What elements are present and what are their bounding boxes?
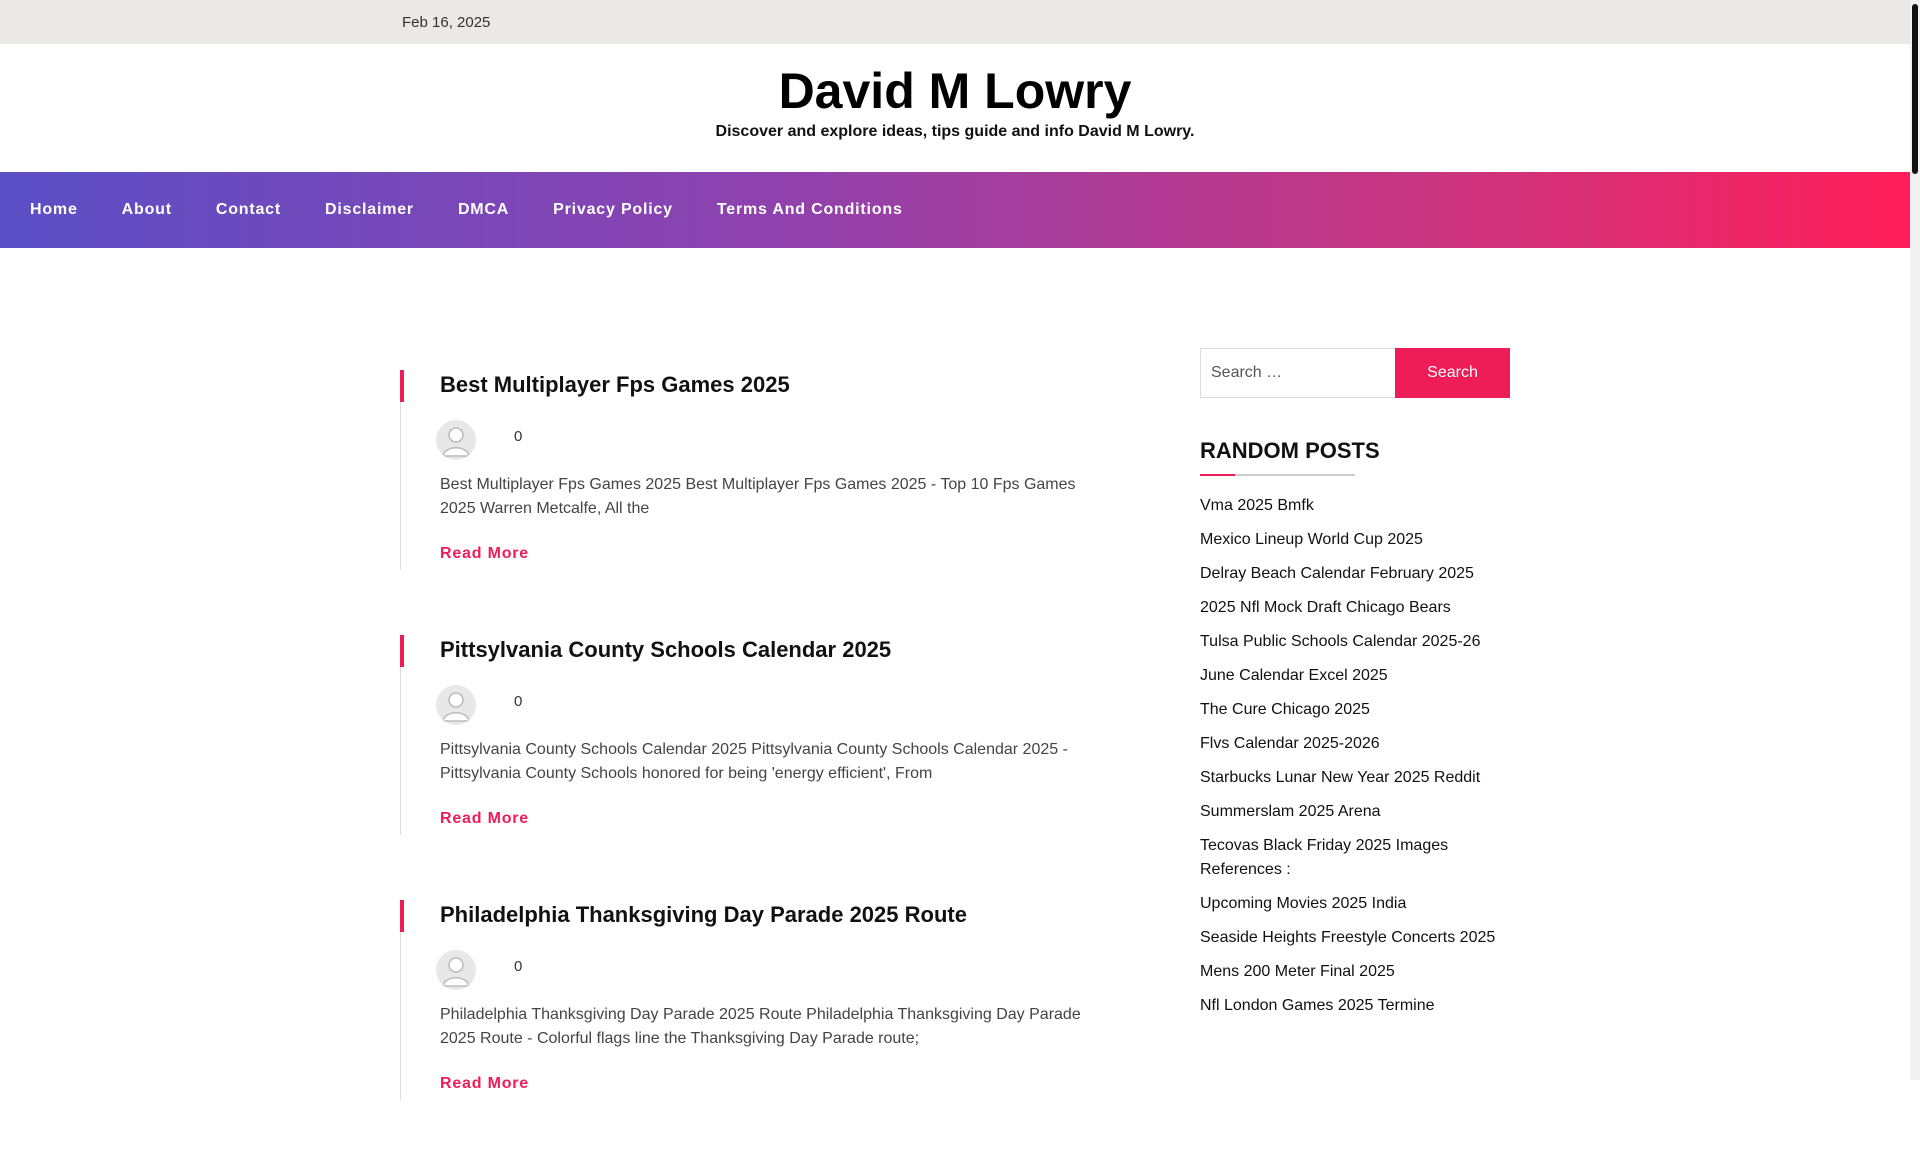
author-avatar-icon[interactable] — [436, 420, 476, 460]
post-title[interactable]: Best Multiplayer Fps Games 2025 — [440, 372, 790, 397]
nav-item-terms[interactable]: Terms And Conditions — [716, 201, 903, 218]
site-title[interactable]: David M Lowry — [778, 63, 1132, 119]
random-post-link[interactable]: Nfl London Games 2025 Termine — [1200, 997, 1435, 1014]
scrollbar-thumb[interactable] — [1912, 4, 1918, 174]
search-form — [1200, 348, 1510, 398]
random-posts-heading: RANDOM POSTS — [1200, 438, 1380, 463]
post-border — [400, 667, 401, 835]
post-accent-bar — [400, 635, 404, 667]
post-title[interactable]: Philadelphia Thanksgiving Day Parade 2025 Route — [440, 902, 967, 927]
nav-item-home[interactable]: Home — [30, 201, 78, 218]
author-avatar-icon[interactable] — [436, 950, 476, 990]
post-card — [400, 635, 1100, 900]
comment-count[interactable]: 0 — [514, 693, 523, 710]
search-input[interactable] — [1200, 348, 1395, 398]
nav-item-about[interactable]: About — [121, 201, 172, 218]
post-card — [400, 370, 1100, 635]
read-more-link[interactable]: Read More — [440, 810, 529, 827]
comment-count[interactable]: 0 — [514, 958, 523, 975]
post-excerpt: Pittsylvania County Schools Calendar 2025 Pittsylvania County Schools Calendar 2025 - Pittsylvania County Schools honored for being 'energy efficient', From — [440, 741, 1068, 782]
random-post-link[interactable]: Summerslam 2025 Arena — [1200, 803, 1381, 820]
random-post-link[interactable]: Starbucks Lunar New Year 2025 Reddit — [1200, 769, 1481, 786]
random-post-link[interactable]: 2025 Nfl Mock Draft Chicago Bears — [1200, 599, 1451, 616]
comment-count[interactable]: 0 — [514, 428, 523, 445]
post-border — [400, 402, 401, 570]
post-accent-bar — [400, 900, 404, 932]
post-excerpt: Best Multiplayer Fps Games 2025 Best Multiplayer Fps Games 2025 - Top 10 Fps Games 2025 Warren Metcalfe, All the — [440, 476, 1076, 517]
site-tagline: Discover and explore ideas, tips guide and info David M Lowry. — [715, 123, 1195, 140]
random-post-link[interactable]: Upcoming Movies 2025 India — [1200, 895, 1407, 912]
random-post-link[interactable]: Flvs Calendar 2025-2026 — [1200, 735, 1380, 752]
post-list — [400, 370, 1100, 1165]
random-post-link[interactable]: Tecovas Black Friday 2025 Images References : — [1200, 837, 1449, 878]
author-avatar-icon[interactable] — [436, 685, 476, 725]
post-title[interactable]: Pittsylvania County Schools Calendar 2025 — [440, 637, 892, 662]
site-header — [0, 44, 1910, 172]
nav-item-contact[interactable]: Contact — [215, 201, 282, 218]
post-excerpt: Philadelphia Thanksgiving Day Parade 2025 Route Philadelphia Thanksgiving Day Parade 2025 Route - Colorful flags line the Thanksgiving Day Parade route; — [440, 1006, 1081, 1047]
post-accent-bar — [400, 370, 404, 402]
nav-item-dmca[interactable]: DMCA — [457, 201, 510, 218]
random-post-link[interactable]: Vma 2025 Bmfk — [1200, 497, 1314, 514]
random-post-link[interactable]: Tulsa Public Schools Calendar 2025-26 — [1200, 633, 1481, 650]
nav-item-privacy-policy[interactable]: Privacy Policy — [553, 201, 673, 218]
random-post-link[interactable]: Mens 200 Meter Final 2025 — [1200, 963, 1395, 980]
random-post-link[interactable]: June Calendar Excel 2025 — [1200, 667, 1388, 684]
random-post-link[interactable]: Mexico Lineup World Cup 2025 — [1200, 531, 1423, 548]
sidebar — [1200, 348, 1510, 1028]
heading-underline — [1200, 474, 1355, 476]
nav-item-disclaimer[interactable]: Disclaimer — [325, 201, 414, 218]
read-more-link[interactable]: Read More — [440, 1075, 529, 1092]
vertical-scrollbar[interactable] — [1910, 0, 1920, 1080]
random-post-link[interactable]: Delray Beach Calendar February 2025 — [1200, 565, 1474, 582]
search-button[interactable]: Search — [1395, 348, 1510, 398]
random-post-link[interactable]: Seaside Heights Freestyle Concerts 2025 — [1200, 929, 1496, 946]
current-date: Feb 16, 2025 — [402, 14, 491, 31]
main-nav — [0, 172, 1910, 248]
top-bar — [0, 0, 1910, 44]
post-card — [400, 900, 1100, 1165]
random-posts-list — [1200, 494, 1510, 1018]
random-post-link[interactable]: The Cure Chicago 2025 — [1200, 701, 1370, 718]
read-more-link[interactable]: Read More — [440, 545, 529, 562]
post-border — [400, 932, 401, 1100]
